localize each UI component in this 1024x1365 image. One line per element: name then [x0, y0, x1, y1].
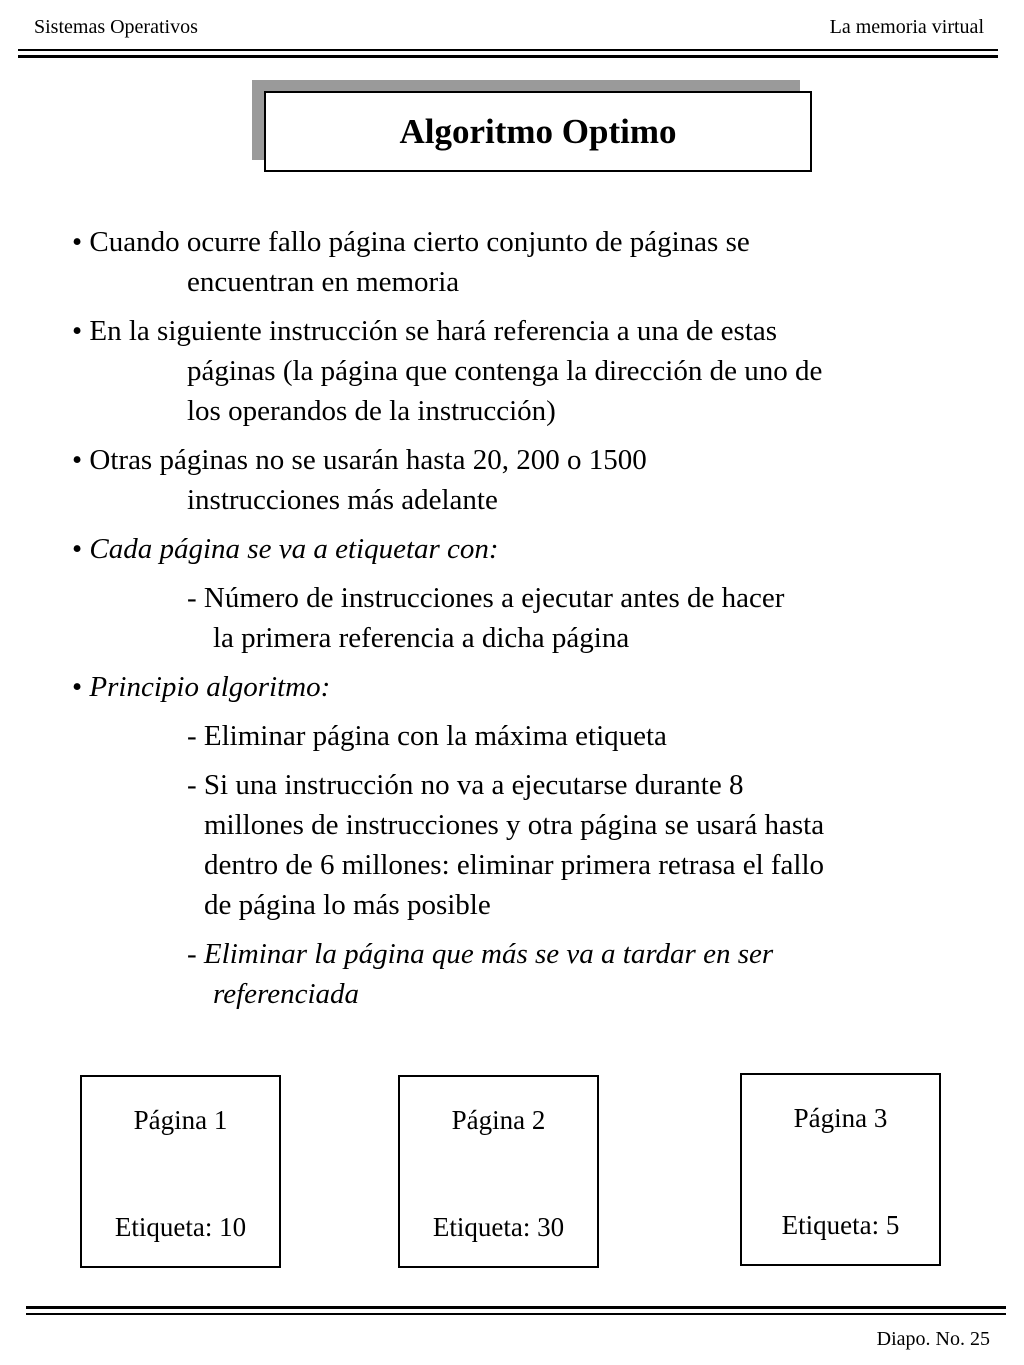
header-divider-bottom — [18, 55, 998, 58]
bullet-item: • Cuando ocurre fallo página cierto conjunto de páginas se encuentran en memoria — [72, 222, 972, 302]
bullet-item: • Otras páginas no se usarán hasta 20, 200 o 1500 instrucciones más adelante — [72, 440, 972, 520]
page-box-2 — [398, 1075, 599, 1268]
bullet-text-continued: instrucciones más adelante — [187, 484, 498, 516]
bullet-text: Otras páginas no se usarán hasta 20, 200 o 1500 — [89, 444, 647, 476]
page-tag: Etiqueta: 5 — [781, 1210, 900, 1240]
sub-item-text-continued: dentro de 6 millones: eliminar primera retrasa el fallo — [204, 849, 825, 881]
header-divider-top — [18, 49, 998, 51]
sub-item — [72, 716, 972, 756]
bullet-text-continued: encuentran en memoria — [187, 266, 460, 298]
sub-item: - Eliminar la página que más se va a tardar en ser referenciada — [72, 934, 972, 1014]
slide-content — [72, 222, 972, 1023]
bullet-text: En la siguiente instrucción se hará referencia a una de estas — [89, 315, 778, 347]
footer-divider-bottom — [26, 1313, 1006, 1315]
bullet-text: Cada página se va a etiquetar con: — [89, 533, 499, 565]
slide-number: Diapo. No. 25 — [876, 1328, 990, 1350]
bullet-item: • En la siguiente instrucción se hará referencia a una de estas páginas (la página que contenga la dirección de uno de los operandos de la instrucción) — [72, 311, 972, 431]
page-tag: Etiqueta: 30 — [432, 1212, 565, 1242]
sub-item-text-continued: referenciada — [213, 978, 360, 1010]
page-box-3 — [740, 1073, 941, 1266]
bullet-text: Cuando ocurre fallo página cierto conjunto de páginas se — [89, 226, 750, 258]
header-topic-title: La memoria virtual — [829, 16, 984, 38]
page-name: Página 2 — [451, 1105, 546, 1135]
page-name: Página 1 — [133, 1105, 228, 1135]
bullet-text: Principio algoritmo: — [89, 671, 331, 703]
sub-item — [72, 578, 972, 658]
page-name: Página 3 — [793, 1103, 888, 1133]
sub-item-text-continued: de página lo más posible — [204, 889, 491, 921]
sub-item-text: - Número de instrucciones a ejecutar antes de hacer — [187, 582, 785, 614]
sub-item-text: - Eliminar página con la máxima etiqueta — [187, 720, 667, 752]
bullet-item: • Cada página se va a etiquetar con: — [72, 533, 499, 565]
sub-item-text-continued: millones de instrucciones y otra página se usará hasta — [204, 809, 825, 841]
page-tag: Etiqueta: 10 — [114, 1212, 247, 1242]
sub-item — [72, 765, 972, 925]
bullet-text-continued: los operandos de la instrucción) — [187, 395, 556, 427]
page-title: Algoritmo Optimo — [399, 111, 677, 151]
header-course-title: Sistemas Operativos — [34, 16, 198, 38]
sub-item-text: Eliminar la página que más se va a tardar en ser — [203, 938, 774, 970]
footer-divider-top — [26, 1306, 1006, 1309]
sub-item-text-continued: la primera referencia a dicha página — [213, 622, 630, 654]
bullet-text-continued: páginas (la página que contenga la dirección de uno de — [187, 355, 823, 387]
title-box — [264, 91, 812, 172]
page-box-1 — [80, 1075, 281, 1268]
bullet-item: • Principio algoritmo: — [72, 671, 331, 703]
sub-item-text: - Si una instrucción no va a ejecutarse durante 8 — [187, 769, 744, 801]
